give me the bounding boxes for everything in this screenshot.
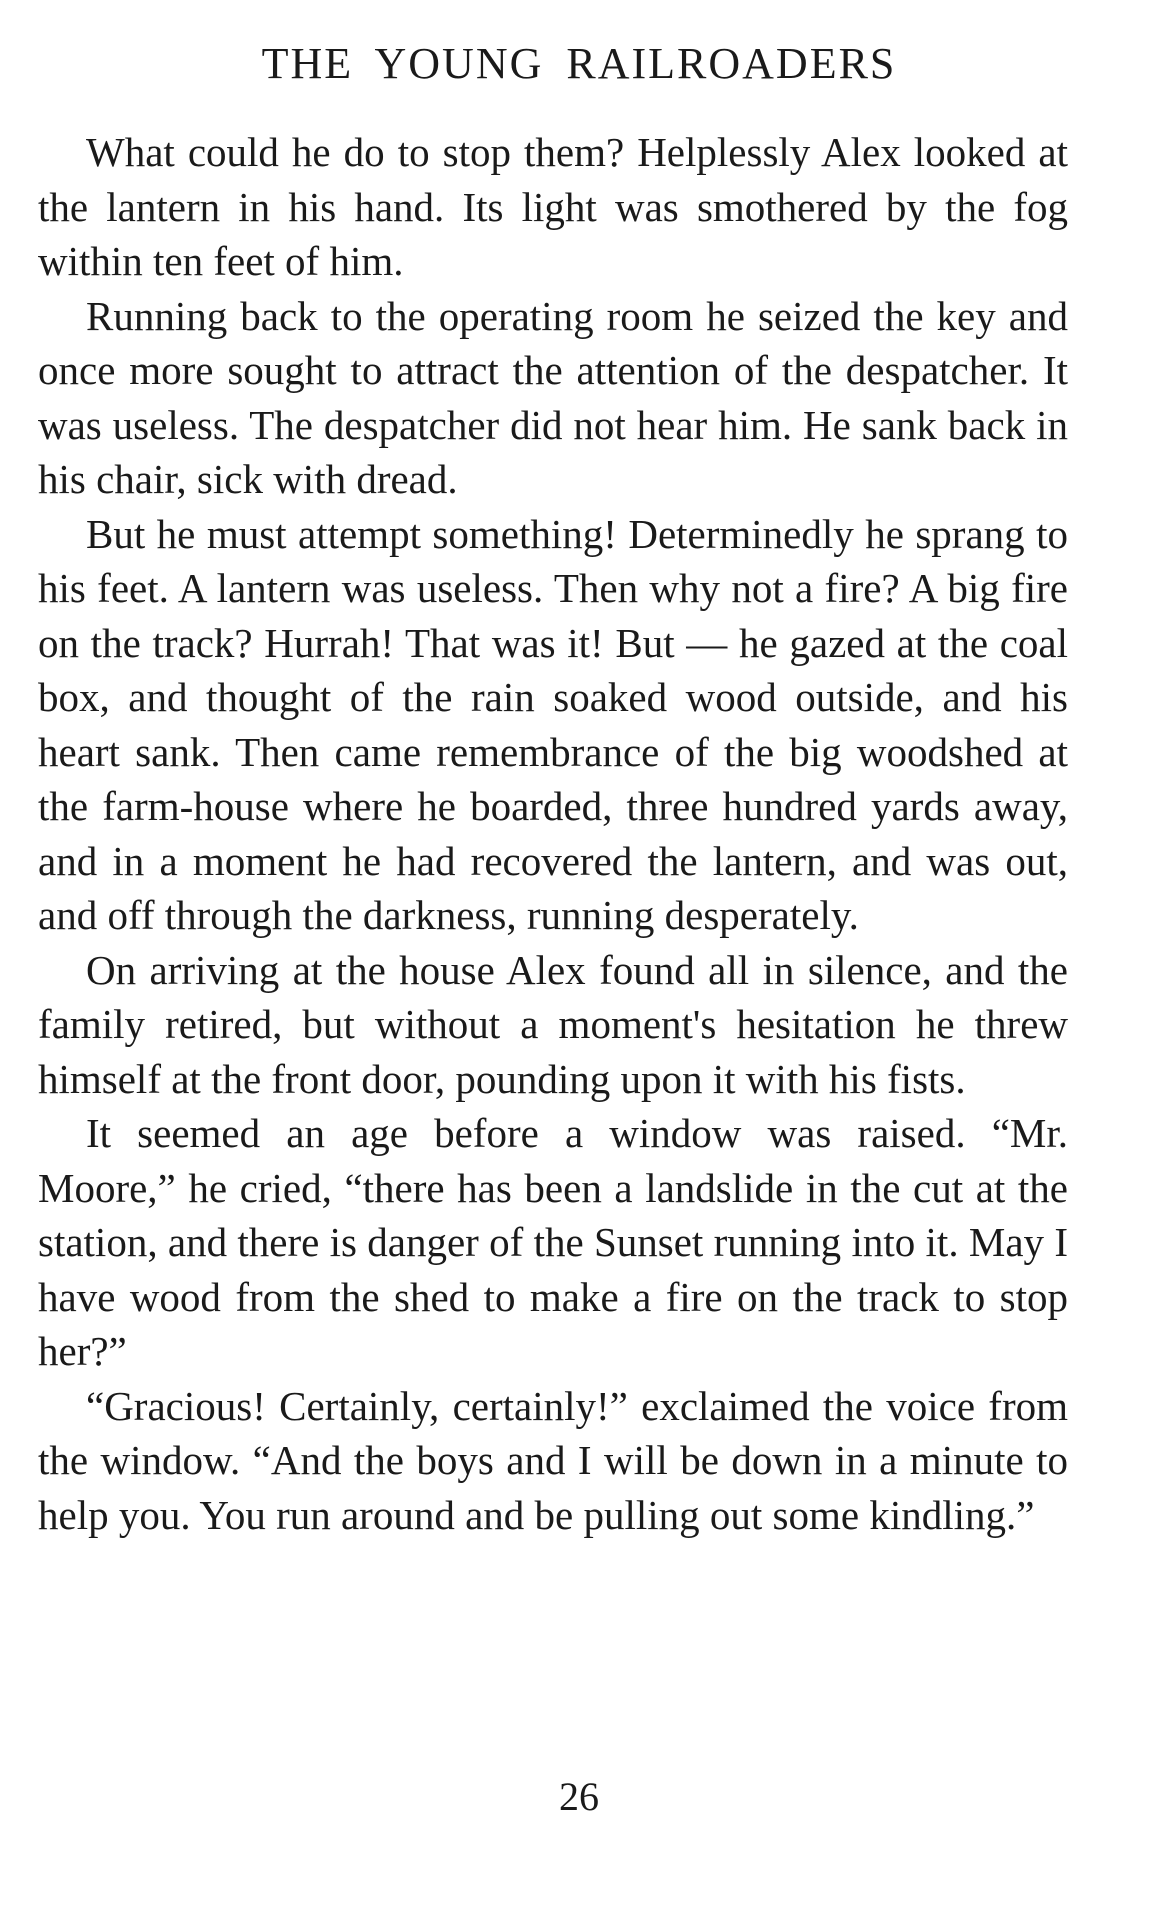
page-number: 26 [559,1774,599,1819]
running-head: THE YOUNG RAILROADERS [261,39,897,88]
paragraph-5: It seemed an age before a window was raised. “Mr. Moore,” he cried, “there has been a landslide in the cut at the station, and there is danger of the Sunset running into it. May I have wood from the shed to make a fire on the track to stop her?” [38,1110,1068,1374]
paragraph-2: Running back to the operating room he seized the key and once more sought to attract the attention of the despatcher. It was useless. The despatcher did not hear him. He sank back in his chair, sick with dread. [38,292,1068,502]
paragraph-4: On arriving at the house Alex found all in silence, and the family retired, but without a moment's hesitation he threw himself at the front door, pounding upon it with his fists. [38,946,1068,1102]
body-text [38,125,1068,1542]
paragraph-1: What could he do to stop them? Helplessly Alex looked at the lantern in his hand. Its light was smothered by the fog within ten feet of him. [38,129,1068,284]
paragraph-3: But he must attempt something! Determinedly he sprang to his feet. A lantern was useless. Then why not a fire? A big fire on the track? Hurrah! That was it! But — he gazed at the coal box, and thought of the rain soaked wood outside, and his heart sank. Then came remembrance of the big woodshed at the farm-house where he boarded, three hundred yards away, and in a moment he had recovered the lantern, and was out, and off through the darkness, running desperately. [38,510,1068,938]
paragraph-6: “Gracious! Certainly, certainly!” exclaimed the voice from the window. “And the boys and I will be down in a minute to help you. You run around and be pulling out some kindling.” [38,1382,1068,1538]
